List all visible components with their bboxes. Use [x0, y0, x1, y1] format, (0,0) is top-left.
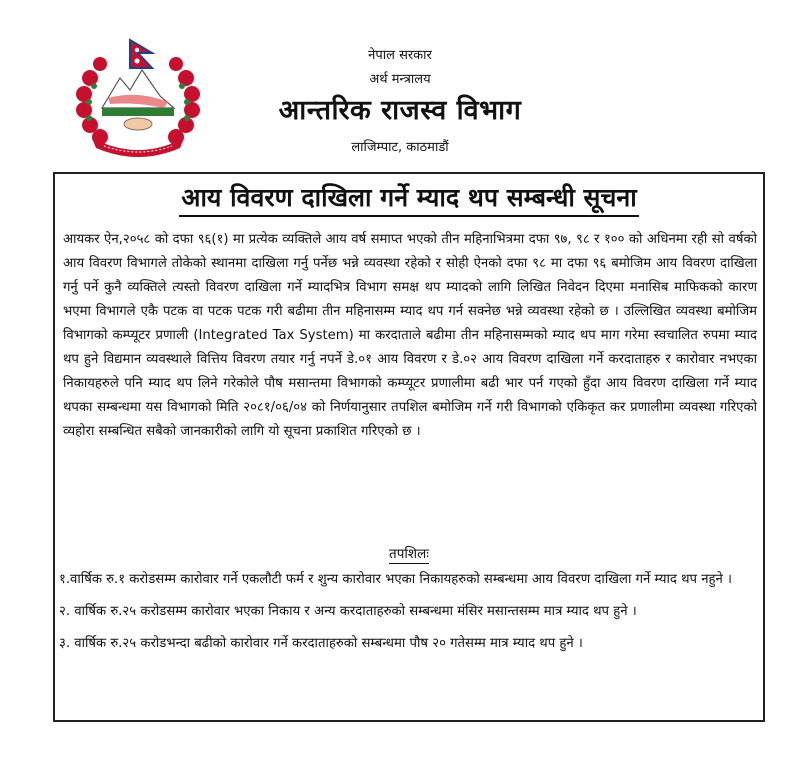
notice-items [59, 568, 757, 664]
government-name: नेपाल सरकार [368, 48, 432, 63]
notice-title-wrap [55, 182, 763, 217]
list-item: २. वार्षिक रु.२५ करोडसम्म कारोवार भएका निकाय र अन्य करदाताहरुको सम्बन्धमा मंसिर मसान्तसम्म मात्र म्याद थप हुने । [59, 604, 637, 619]
notice-box [53, 172, 765, 722]
department-name: आन्तरिक राजस्व विभाग [278, 95, 522, 126]
handshake-icon [124, 118, 152, 130]
flag-icon [130, 40, 152, 68]
notice-title: आय विवरण दाखिला गर्ने म्याद थप सम्बन्धी सूचना [179, 182, 638, 217]
notice-body: आयकर ऐन,२०५८ को दफा ९६(१) मा प्रत्येक व्यक्तिले आय वर्ष समाप्त भएको तीन महिनाभित्रमा दफा ९७, ९८ र १०० को अधिनमा रही सो वर्षको आय विवरण विभागले तोकेको स्थानमा दाखिला गर्नु पर्नेछ भन्ने व्यवस्था रहेको र सोही ऐनको दफा ९८ मा दफा ९६ बमोजिम आय विवरण दाखिला गर्नु पर्ने कुनै व्यक्तिले त्यस्तो विवरण दाखिला गर्ने म्यादभित्र विभाग समक्ष थप म्यादको लागि लिखित निवेदन दिएमा मनासिब माफिकको कारण भएमा विभागले एकै पटक वा पटक पटक गरी बढीमा तीन महिनासम्म म्याद थप गर्न सक्नेछ भन्ने व्यवस्था रहेको छ । उल्लिखित व्यवस्था बमोजिम विभागको कम्प्यूटर प्रणाली (Integrated Tax System) मा करदाताले बढीमा तीन महिनासम्मको म्याद थप माग गरेमा स्वचालित रुपमा म्याद थप हुने विद्यमान व्यवस्थाले वित्तिय विवरण तयार गर्नु नपर्ने डे.०१ आय विवरण र डे.०२ आय विवरण दाखिला गर्ने करदाताहरु र कारोवार नभएका निकायहरुले पनि म्याद थप लिने गरेकोले पौष मसान्तमा विभागको कम्प्यूटर प्रणालीमा बढी भार पर्न गएको हुँदा आय विवरण दाखिला गर्ने म्याद थपका सम्बन्धमा यस विभागको मिति २०८१/०६/०४ को निर्णयानुसार तपशिल बमोजिम गर्ने गरी विभागको एकिकृत कर प्रणालीमा व्यवस्था गरिएको व्यहोरा सम्बन्धित सबैको जानकारीको लागि यो सूचना प्रकाशित गरिएको छ । [63, 232, 757, 439]
list-heading-wrap [55, 544, 763, 562]
nepal-emblem-icon [72, 38, 204, 158]
list-heading: तपशिलः [389, 546, 429, 562]
ministry-name: अर्थ मन्त्रालय [369, 72, 431, 87]
list-item: ३. वार्षिक रु.२५ करोडभन्दा बढीको कारोवार गर्ने करदाताहरुको सम्बन्धमा पौष २० गतेसम्म मात्र म्याद थप हुने । [59, 636, 583, 651]
department-address: लाजिम्पाट, काठमाडौं [351, 140, 449, 155]
list-item: १.वार्षिक रु.१ करोडसम्म कारोवार गर्ने एकलौटी फर्म र शुन्य कारोवार भएका निकायहरुको सम्बन्धमा आय विवरण दाखिला गर्ने म्याद थप नहुने । [59, 572, 733, 587]
